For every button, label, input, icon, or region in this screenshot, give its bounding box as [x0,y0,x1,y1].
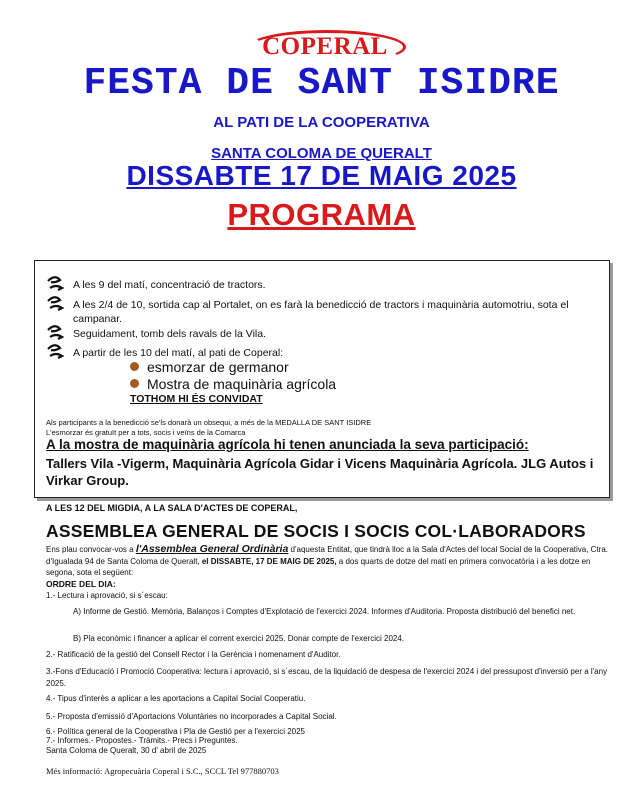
curly-arrow-icon [46,343,64,361]
programme-item-text: Seguidament, tomb dels ravals de la Vila. [73,328,266,340]
intro-text: a dos quarts de dotze del matí en primera convocatòria i a les dotze en segona, sota el següent: [46,556,591,577]
agenda-item: 7.- Informes.- Propostes.- Tràmits.- Precs i Preguntes. [46,736,238,745]
assembly-time-place: A LES 12 DEL MIGDIA, A LA SALA D'ACTES DE COPERAL, [46,503,298,513]
agenda-item: 3.-Fons d'Educació i Promoció Cooperativa: lectura i aprovació, si s´escau, de la liquidació de despesa de l'exercici 2024 i del pressupost d'inversió per a l'any 2025. [46,667,608,688]
breakfast-note: L'esmorzar és gratuït per a tots, socis i veïns de la Comarca [46,428,246,437]
bullet-icon [130,379,139,388]
programme-item-text: A les 9 del matí, concentració de tractors. [73,279,266,291]
programa-heading: PROGRAMA [227,197,416,232]
assembly-heading: ASSEMBLEA GENERAL DE SOCIS I SOCIS COL·LABORADORS [46,521,586,541]
subtitle-place: AL PATI DE LA COOPERATIVA [213,114,430,131]
page-title: FESTA DE SANT ISIDRE [83,62,560,105]
agenda-item: A) Informe de Gestió. Memòria, Balanços i Comptes d'Explotació de l'exercici 2024. Informes d'Auditoria. Proposta distribució del benefici net. [73,607,576,616]
curly-arrow-icon [46,275,64,293]
agenda-item: 1.- Lectura i aprovació, si s´escau: [46,591,168,600]
sub-item-text: esmorzar de germanor [147,359,289,375]
event-date: DISSABTE 17 DE MAIG 2025 [126,160,517,191]
coperal-logo: COPERAL [262,33,388,60]
sub-item-esmorzar [130,359,289,375]
gift-note: Als participants a la benedicció se'ls donarà un obsequi, a més de la MEDALLA DE SANT ISIDRE [46,418,372,427]
curly-arrow-icon [46,324,64,342]
more-info: Més informació: Agropecuària Coperal i S.C., SCCL Tel 977880703 [46,766,279,776]
sub-item-mostra [130,376,336,392]
curly-arrow-icon [46,295,64,313]
programme-item-text: A partir de les 10 del matí, al pati de Coperal: [73,347,284,359]
assembly-title: l'Assemblea General Ordinària [135,543,289,555]
agenda-item: B) Pla econòmic i financer a aplicar el corrent exercici 2025. Donar compte de l'exercici 2024. [73,634,405,643]
signature-date: Santa Coloma de Queralt, 30 d' abril de 2025 [46,746,207,755]
exhibitors-list: Tallers Vila -Vigerm, Maquinària Agrícola Gidar i Vicens Maquinària Agrícola. JLG Autos i Virkar Group. [46,456,594,488]
exhibition-heading: A la mostra de maquinària agrícola hi tenen anunciada la seva participació: [46,437,529,452]
agenda-item: 5.- Proposta d'emissió d'Aportacions Voluntàries no incorporades a Capital Social. [46,712,337,721]
intro-text: Ens plau convocar-vos a [46,545,136,554]
assembly-intro [46,544,611,579]
programme-item-text: A les 2/4 de 10, sortida cap al Portalet, on es farà la benedicció de tractors i maquinària automotriu, sota el campanar. [73,299,569,325]
agenda-item: 2.- Ratificació de la gestió del Consell Rector i la Gerència i nomenament d'Auditor. [46,650,341,659]
agenda-label: ORDRE DEL DIA: [46,579,116,589]
invitation-note: TOTHOM HI ÉS CONVIDAT [130,393,263,405]
subtitle-town: SANTA COLOMA DE QUERALT [211,145,432,162]
sub-item-text: Mostra de maquinària agrícola [147,376,337,392]
intro-text: d'aquesta Entitat, que tindrà lloc a la Sala d'Actes del local Social de la Cooperativa, Ctra. d'Igualada 94 de Santa Coloma de Queralt, [46,545,608,566]
agenda-item: 6.- Política general de la Cooperativa i Pla de Gestió per a l'exercici 2025 [46,727,306,736]
intro-date: el DISSABTE, 17 DE MAIG DE 2025, [201,556,337,566]
agenda-item: 4.- Tipus d'interès a aplicar a les aportacions a Capital Social Cooperatiu. [46,694,306,703]
bullet-icon [130,362,139,371]
